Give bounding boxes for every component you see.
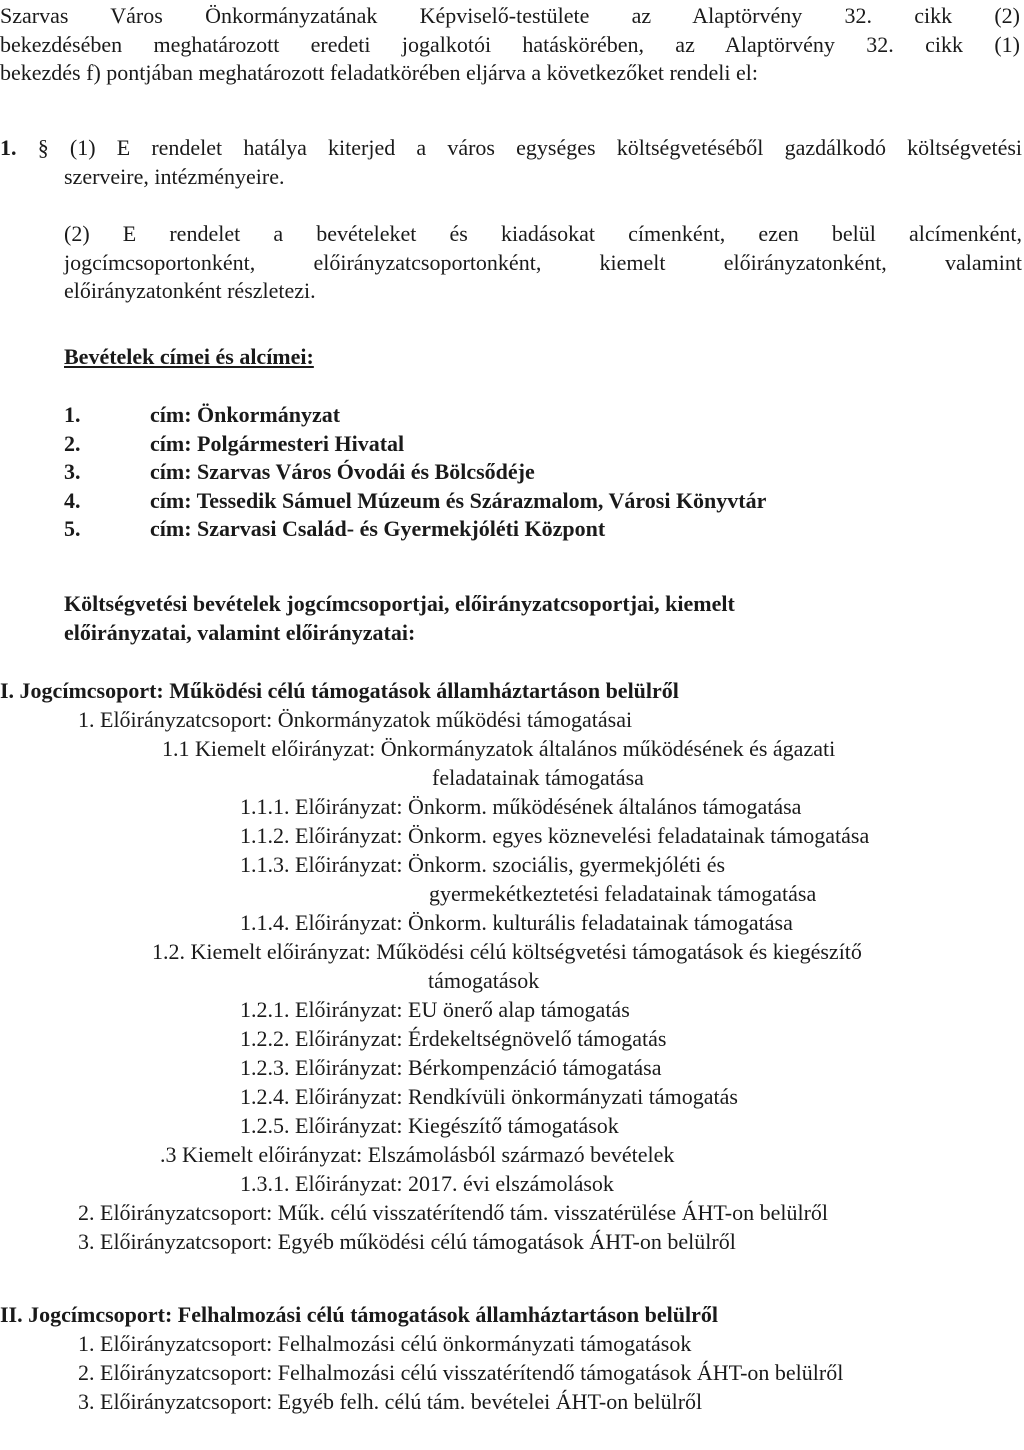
intro-line: Szarvas Város Önkormányzatának Képviselő-testülete az Alaptörvény 32. cikk (2) bbox=[0, 3, 1020, 28]
outline-item: 1.1.1. Előirányzat: Önkorm. működésének általános támogatása bbox=[240, 794, 802, 819]
outline-item: 1.3.1. Előirányzat: 2017. évi elszámolások bbox=[240, 1171, 614, 1196]
intro-paragraph bbox=[0, 2, 1020, 88]
budget-heading: Költségvetési bevételek jogcímcsoportjai, előirányzatcsoportjai, kiemelt előirányzatai, valamint előirányzatai: bbox=[64, 591, 735, 645]
group-1-heading: I. Jogcímcsoport: Működési célú támogatások államháztartáson belülről bbox=[0, 678, 679, 703]
list-item: 4. cím: Tessedik Sámuel Múzeum és Szárazmalom, Városi Könyvtár bbox=[64, 487, 767, 513]
outline-item: 3. Előirányzatcsoport: Egyéb felh. célú tám. bevételei ÁHT-on belülről bbox=[78, 1389, 703, 1414]
para-line: előirányzatonként részletezi. bbox=[64, 278, 316, 303]
outline-item: 1.2.1. Előirányzat: EU önerő alap támogatás bbox=[240, 997, 630, 1022]
section-1-para-2 bbox=[64, 220, 1022, 306]
outline-item: 1.1.3. Előirányzat: Önkorm. szociális, gyermekjóléti és bbox=[240, 852, 726, 877]
outline-item: támogatások bbox=[428, 968, 540, 993]
outline-item: 2. Előirányzatcsoport: Műk. célú visszatérítendő tám. visszatérülése ÁHT-on belülről bbox=[78, 1200, 829, 1225]
list-item: 5. cím: Szarvasi Család- és Gyermekjóléti Központ bbox=[64, 516, 606, 541]
outline-item: 1.2.2. Előirányzat: Érdekeltségnövelő támogatás bbox=[240, 1026, 667, 1051]
para-line: (1) E rendelet hatálya kiterjed a város egységes költségvetéséből gazdálkodó költségvetési bbox=[69, 135, 1023, 160]
revenue-titles-heading: Bevételek címei és alcímei: bbox=[64, 344, 314, 369]
section-symbol: § bbox=[37, 135, 49, 160]
list-item: 1. cím: Önkormányzat bbox=[64, 402, 341, 427]
intro-line: bekezdésében meghatározott eredeti jogalkotói hatáskörében, az Alaptörvény 32. cikk (1) bbox=[0, 31, 1020, 57]
list-item: 3. cím: Szarvas Város Óvodái és Bölcsődéje bbox=[64, 459, 535, 484]
group-2-heading: II. Jogcímcsoport: Felhalmozási célú támogatások államháztartáson belülről bbox=[0, 1302, 718, 1327]
section-marker: 1. bbox=[0, 135, 17, 160]
outline-item: 3. Előirányzatcsoport: Egyéb működési célú támogatások ÁHT-on belülről bbox=[78, 1229, 736, 1254]
outline-item: 1.2.3. Előirányzat: Bérkompenzáció támogatása bbox=[240, 1055, 662, 1080]
outline-item: 1.2.4. Előirányzat: Rendkívüli önkormányzati támogatás bbox=[240, 1084, 738, 1109]
para-line: jogcímcsoportonként, előirányzatcsoportonként, kiemelt előirányzatonként, valamint bbox=[64, 249, 1022, 275]
intro-line: bekezdés f) pontjában meghatározott feladatkörében eljárva a következőket rendeli el: bbox=[0, 60, 759, 85]
outline-item: 1.1 Kiemelt előirányzat: Önkormányzatok általános működésének és ágazati bbox=[162, 736, 836, 761]
outline-item: gyermekétkeztetési feladatainak támogatása bbox=[429, 881, 817, 906]
outline-item: 1.2.5. Előirányzat: Kiegészítő támogatások bbox=[240, 1113, 619, 1138]
outline-item: 1. Előirányzatcsoport: Felhalmozási célú önkormányzati támogatások bbox=[78, 1331, 692, 1356]
outline-item: 1. Előirányzatcsoport: Önkormányzatok működési támogatásai bbox=[78, 707, 633, 732]
list-item: 2. cím: Polgármesteri Hivatal bbox=[64, 430, 405, 456]
section-1-para-1 bbox=[0, 134, 1022, 191]
outline-item: .3 Kiemelt előirányzat: Elszámolásból származó bevételek bbox=[160, 1142, 675, 1167]
outline-item: feladatainak támogatása bbox=[432, 765, 644, 790]
para-line: (2) E rendelet a bevételeket és kiadásokat címenként, ezen belül alcímenként, bbox=[64, 221, 1022, 246]
revenue-titles-list bbox=[64, 401, 766, 544]
outline-item: 1.2. Kiemelt előirányzat: Működési célú költségvetési támogatások és kiegészítő bbox=[152, 939, 862, 964]
para-line: szerveire, intézményeire. bbox=[64, 163, 285, 189]
outline-item: 2. Előirányzatcsoport: Felhalmozási célú visszatérítendő támogatások ÁHT-on belülről bbox=[78, 1360, 844, 1385]
outline-item: 1.1.4. Előirányzat: Önkorm. kulturális feladatainak támogatása bbox=[240, 910, 793, 935]
outline-item: 1.1.2. Előirányzat: Önkorm. egyes köznevelési feladatainak támogatása bbox=[240, 823, 870, 848]
